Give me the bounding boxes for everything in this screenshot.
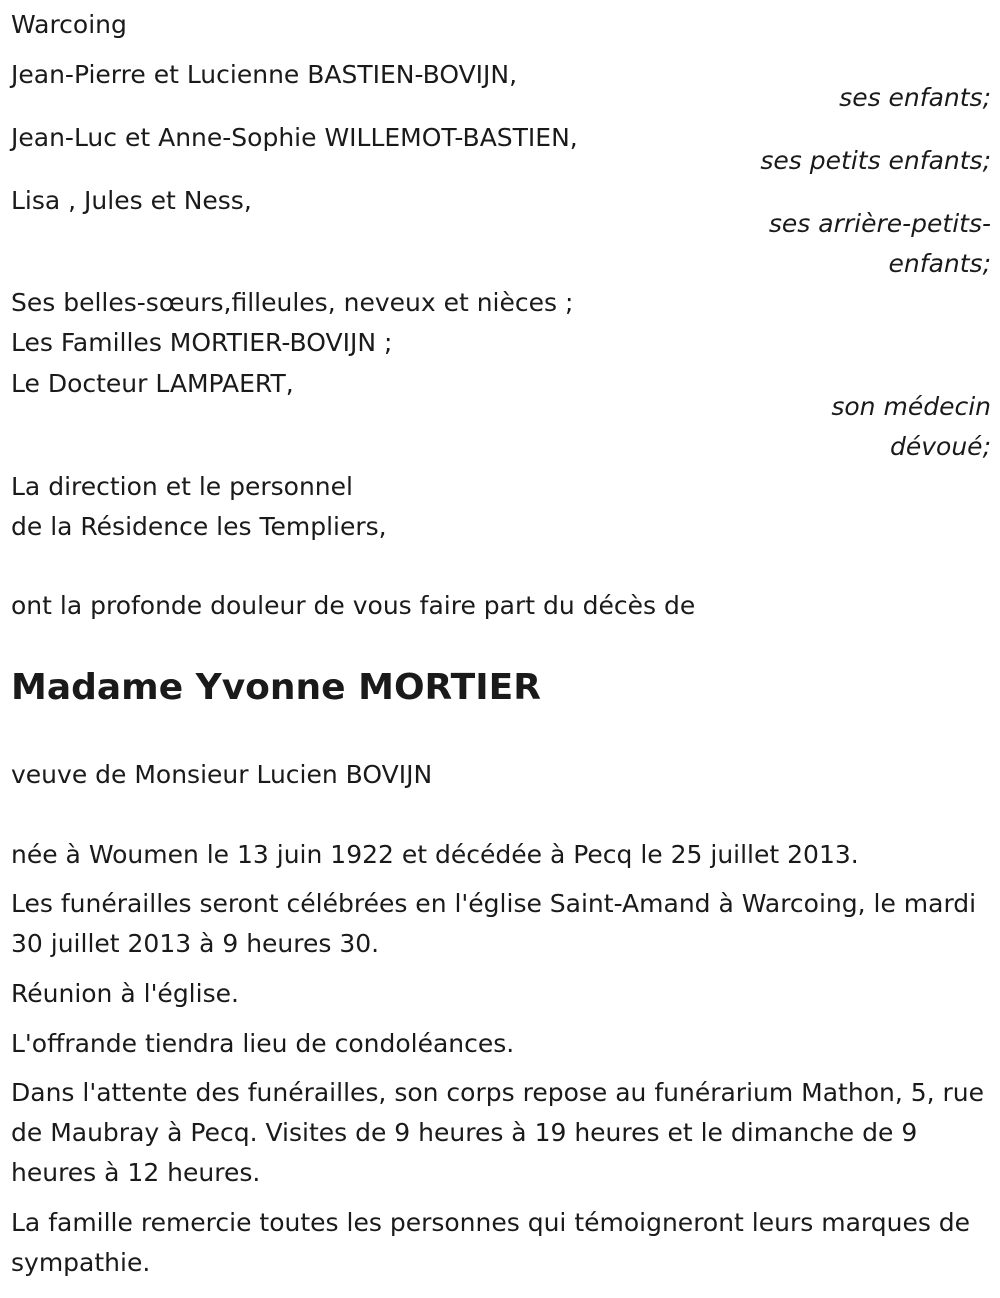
others-line: Ses belles-sœurs,filleules, neveux et nièces ; bbox=[11, 288, 574, 317]
deceased-name: Madame Yvonne MORTIER bbox=[11, 667, 541, 708]
doctor-relation-1: son médecin bbox=[831, 392, 991, 421]
family-great-grandchildren-relation-2: enfants; bbox=[888, 249, 991, 278]
funeral-details: Les funérailles seront célébrées en l'église Saint-Amand à Warcoing, le mardi 30 juillet 2013 à 9 heures 30. bbox=[11, 889, 977, 958]
direction-line-1: La direction et le personnel bbox=[11, 472, 353, 501]
thanks: La famille remercie toutes les personnes qui témoigneront leurs marques de sympathie. bbox=[11, 1208, 971, 1277]
offering: L'offrande tiendra lieu de condoléances. bbox=[11, 1029, 515, 1058]
widow-of: veuve de Monsieur Lucien BOVIJN bbox=[11, 760, 433, 789]
birth-death: née à Woumen le 13 juin 1922 et décédée à Pecq le 25 juillet 2013. bbox=[11, 840, 859, 869]
others-line: Le Docteur LAMPAERT, bbox=[11, 369, 294, 398]
family-grandchildren-relation: ses petits enfants; bbox=[760, 146, 991, 175]
direction-line-2: de la Résidence les Templiers, bbox=[11, 512, 387, 541]
announcement: ont la profonde douleur de vous faire part du décès de bbox=[11, 591, 696, 620]
family-grandchildren-names: Jean-Luc et Anne-Sophie WILLEMOT-BASTIEN, bbox=[11, 123, 578, 152]
doctor-relation-2: dévoué; bbox=[890, 432, 991, 461]
meeting: Réunion à l'église. bbox=[11, 979, 239, 1008]
family-children-names: Jean-Pierre et Lucienne BASTIEN-BOVIJN, bbox=[11, 60, 518, 89]
visiting-details: Dans l'attente des funérailles, son corps repose au funérarium Mathon, 5, rue de Maubray à Pecq. Visites de 9 heures à 19 heures et le dimanche de 9 heures à 12 heures. bbox=[11, 1078, 985, 1187]
family-children-relation: ses enfants; bbox=[839, 83, 991, 112]
family-great-grandchildren-relation-1: ses arrière-petits- bbox=[768, 209, 991, 238]
location: Warcoing bbox=[11, 10, 127, 39]
others-line: Les Familles MORTIER-BOVIJN ; bbox=[11, 328, 393, 357]
family-great-grandchildren-names: Lisa , Jules et Ness, bbox=[11, 186, 252, 215]
